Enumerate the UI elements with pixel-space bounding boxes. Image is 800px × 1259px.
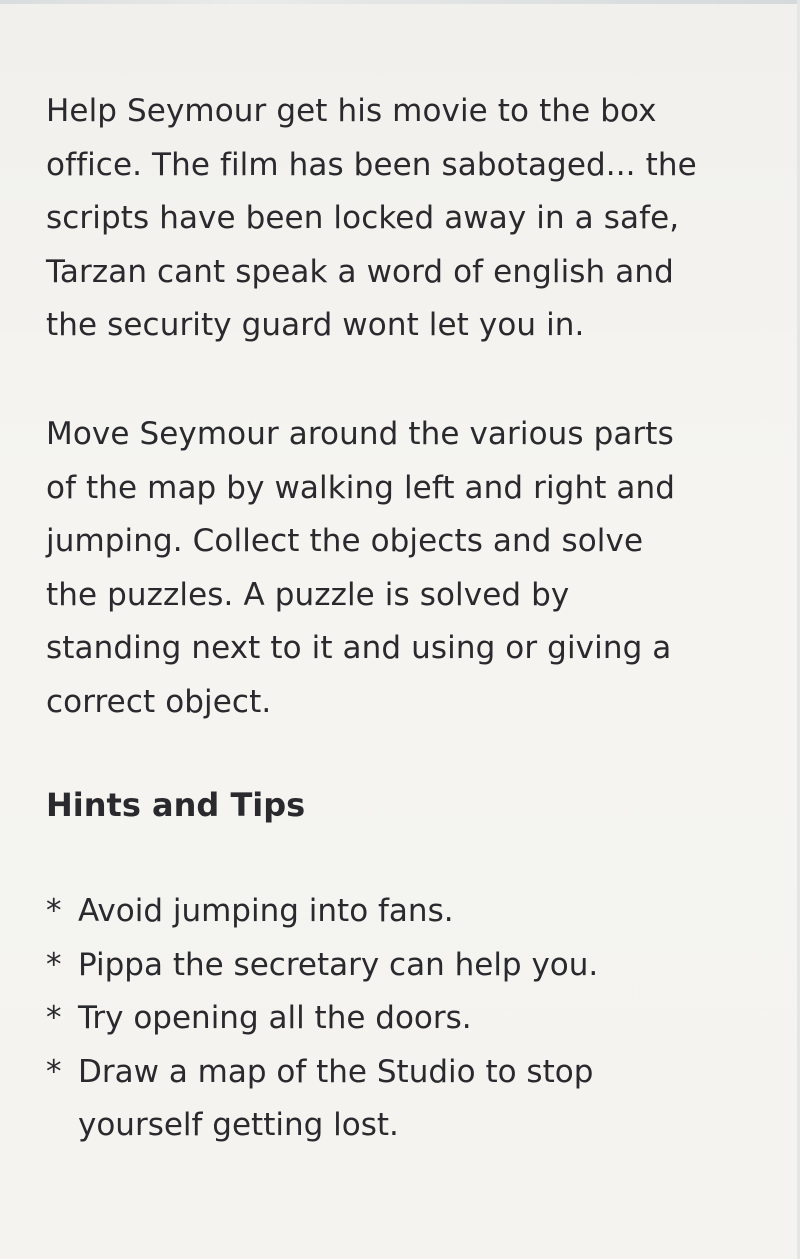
paragraph-line: scripts have been locked away in a safe, [46,200,680,236]
instructions-paragraph [46,408,786,729]
paragraph-line: of the map by walking left and right and [46,469,676,506]
paragraph-line: correct object. [46,683,272,720]
page-top-edge [0,0,800,4]
story-paragraph [46,85,786,353]
hint-line: Try opening all the doors. [78,1000,472,1036]
hint-item [46,885,786,939]
hint-line: Draw a map of the Studio to stop [78,1053,594,1090]
hint-line: Avoid jumping into fans. [78,893,454,929]
paragraph-line: Tarzan cant speak a word of english and [46,253,674,290]
hint-item [46,1046,786,1153]
hint-text [78,1046,786,1153]
hint-item [46,992,786,1046]
bullet-asterisk: * [46,1000,62,1036]
paragraph-line: jumping. Collect the objects and solve [46,523,644,559]
hints-heading: Hints and Tips [46,786,306,824]
hint-line: yourself getting lost. [78,1107,399,1143]
paragraph-line: Move Seymour around the various parts [46,416,674,452]
paragraph-line: office. The film has been sabotaged... the [46,146,697,183]
hint-text [78,939,786,993]
hint-text [78,992,786,1046]
hints-list [46,885,786,1153]
bullet-asterisk: * [46,1053,62,1090]
hint-line: Pippa the secretary can help you. [78,946,599,983]
bullet-asterisk: * [46,946,62,983]
paragraph-line: Help Seymour get his movie to the box [46,93,657,129]
paragraph-line: the security guard wont let you in. [46,307,585,343]
paragraph-line: the puzzles. A puzzle is solved by [46,576,570,613]
hint-item [46,939,786,993]
hint-text [78,885,786,939]
paragraph-line: standing next to it and using or giving a [46,630,672,666]
bullet-asterisk: * [46,893,62,929]
